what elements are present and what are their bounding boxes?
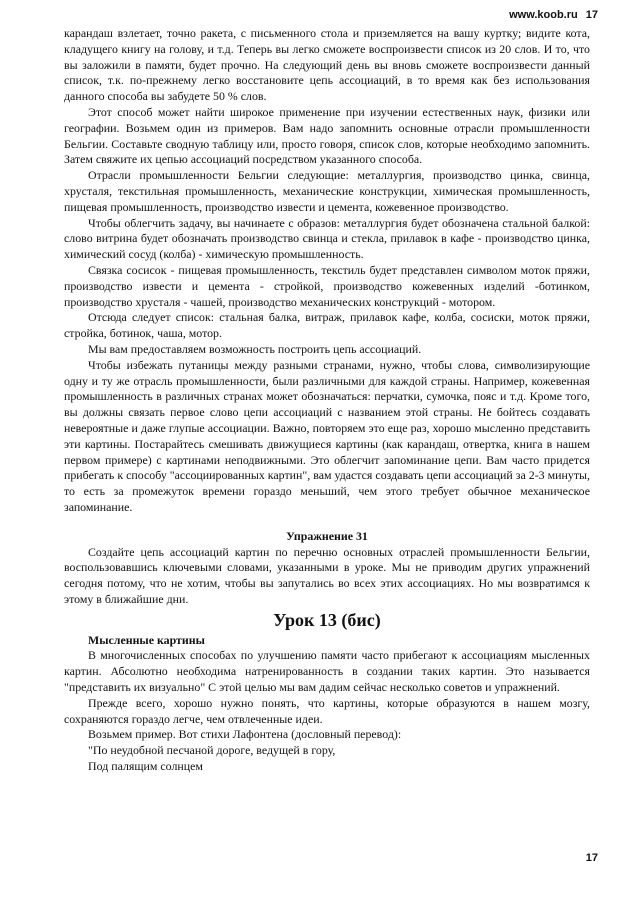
footer-page-number: 17	[585, 852, 598, 864]
exercise-text: Создайте цепь ассоциаций картин по перечню основных отраслей промышленности Бельгии, воспользовавшись ключевыми словами, указанными в уроке. Мы не приводим других упражнений сегодня потому, что не хотим, чтобы вы запутались во всех этих ассоциациях. Но мы возвратимся к этому в ближайшие дни.	[64, 544, 590, 606]
paragraph: Чтобы избежать путаницы между разными странами, нужно, чтобы слова, символизирующие одну и ту же отрасль промышленности, были различными для каждой страны. Например, кожевенная промышленность в различных странах может обозначаться: перчатки, сумочка, пояс и т.д. Кроме того, вы должны связать первое слово цепи ассоциаций с названием этой страны. Не бойтесь создавать невероятные и даже глупые ассоциации. Важно, повторяем это еще раз, хорошо мысленно представить эти картины. Постарайтесь смешивать движущиеся картины (как карандаш, отвертка, книга в нашем первом примере) с картинами неподвижными. Это облегчит запоминание цепи. Вам часто придется прибегать к способу "ассоциированных картин", вам удастся создавать цепи ассоциаций за 2-3 минуты, то есть за промежуток времени гораздо меньший, чем этого требует обычное механическое запоминание.	[64, 357, 590, 514]
lesson-title: Урок 13 (бис)	[273, 609, 381, 630]
page-body	[64, 26, 590, 775]
paragraph: Отрасли промышленности Бельгии следующие: металлургия, производство цинка, свинца, хрусталя, текстильная промышленность, механические конструкции, химическая промышленность, пищевая промышленность, производство извести и цемента, кожевенное производство.	[64, 168, 590, 214]
paragraph: Связка сосисок - пищевая промышленность, текстиль будет представлен символом моток пряжи, производство извести и цемента - стройкой, производство кожевенных изделий -ботинком, производство хрусталя - чашей, производство механических конструкций - мотором.	[64, 262, 590, 309]
paragraph: карандаш взлетает, точно ракета, с письменного стола и приземляется на вашу куртку; видите кота, кладущего книгу на голову, и т.д. Теперь вы легко сможете воспроизвести список из 20 слов. И то, что вы заложили в памяти, будет прочно. На следующий день вы вновь сможете воспроизвести данный список, т.к. по-прежнему легко восстановите цепь ассоциаций, в то время как без использования данного способа вы забудете 50 % слов.	[64, 26, 590, 104]
page-header	[501, 9, 598, 21]
paragraph: Чтобы облегчить задачу, вы начинаете с образов: металлургия будет обозначена стальной балкой: слово витрина будет обозначать производство свинца и стекла, прилавок в кафе - производство цинка, химический сосуд (колба) - химическую промышленность.	[64, 215, 590, 262]
paragraph: Мы вам предоставляем возможность построить цепь ассоциаций.	[88, 341, 422, 356]
paragraph: Этот способ может найти широкое применение при изучении естественных наук, физики или географии. Возьмем один из примеров. Вам надо запомнить основные отрасли промышленности Бельгии. Составьте сводную таблицу или, просто говоря, список слов, которые необходимо запомнить. Затем свяжите их цепью ассоциаций посредством указанного способа.	[64, 104, 590, 167]
lesson-paragraph: Прежде всего, хорошо нужно понять, что картины, которые образуются в нашем мозгу, сохраняются гораздо легче, чем отвлеченные идеи.	[64, 695, 590, 726]
lesson-paragraph: Возьмем пример. Вот стихи Лафонтена (дословный перевод):	[88, 727, 402, 742]
header-page-number: 17	[585, 9, 598, 21]
header-site[interactable]: www.koob.ru	[509, 9, 578, 21]
paragraph: Отсюда следует список: стальная балка, витраж, прилавок кафе, колба, сосиски, моток пряжи, стройка, ботинок, чаша, мотор.	[64, 310, 590, 341]
lesson-paragraph: В многочисленных способах по улучшению памяти часто прибегают к ассоциациям мысленных картин. Абсолютно необходима натренированность в создании таких картин. Это называется "представить их визуально" С этой целью мы вам дадим сейчас несколько советов и упражнений.	[64, 648, 590, 695]
poem-line: Под палящим солнцем	[88, 759, 203, 774]
exercise-title: Упражнение 31	[286, 528, 368, 543]
lesson-subtitle: Мысленные картины	[88, 632, 205, 647]
poem-line: "По неудобной песчаной дороге, ведущей в гору,	[88, 743, 336, 758]
